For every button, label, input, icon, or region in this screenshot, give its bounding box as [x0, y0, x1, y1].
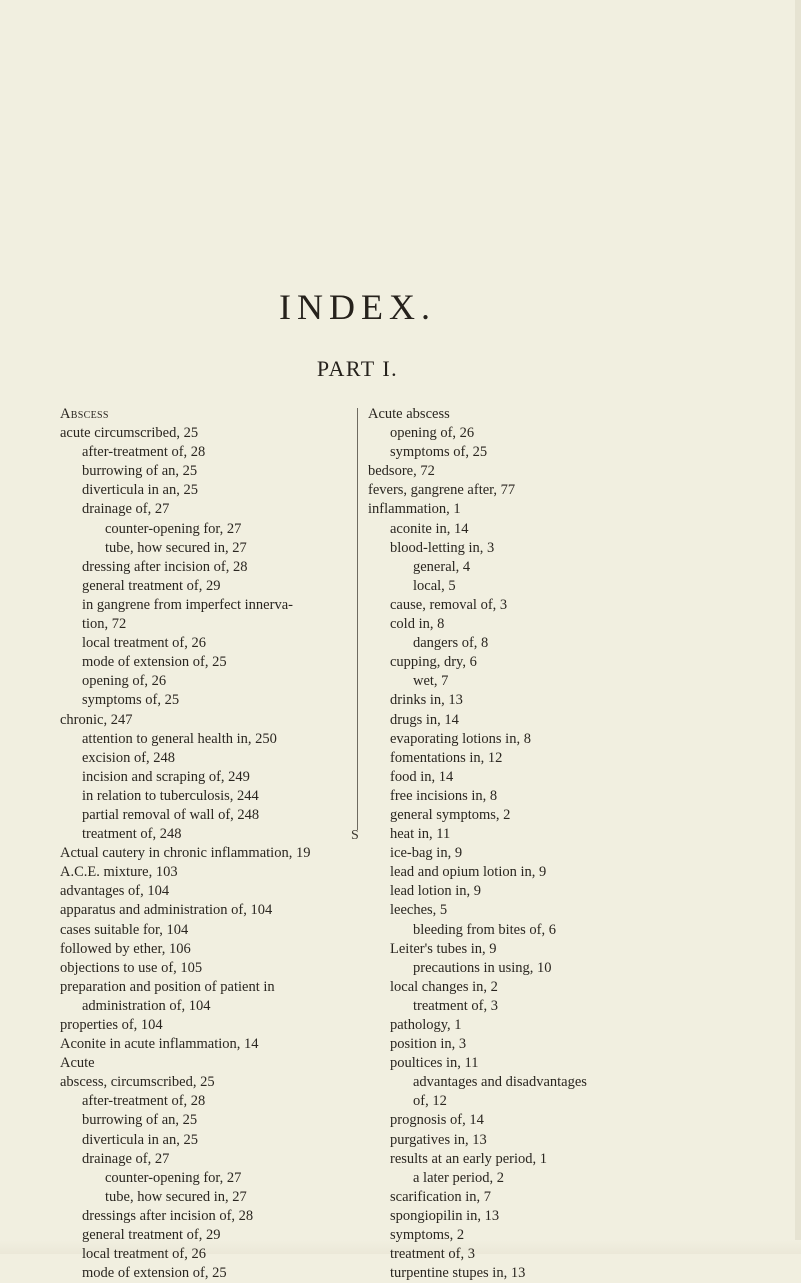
index-entry: cause, removal of, 3	[390, 596, 508, 613]
index-entry: spongiopilin in, 13	[390, 1207, 500, 1224]
index-entry: A.C.E. mixture, 103	[60, 864, 178, 881]
index-entry: objections to use of, 105	[60, 959, 203, 976]
index-entry: mode of extension of, 25	[82, 1265, 227, 1282]
index-entry: general treatment of, 29	[82, 1227, 221, 1244]
index-entry: advantages and disadvantages	[413, 1074, 587, 1091]
index-entry: aconite in, 14	[390, 520, 469, 537]
index-entry: position in, 3	[390, 1036, 467, 1053]
index-entry: general, 4	[413, 558, 471, 575]
index-entry: after-treatment of, 28	[82, 444, 206, 461]
index-entry: drugs in, 14	[390, 711, 459, 728]
index-entry: properties of, 104	[60, 1017, 163, 1033]
index-entry: Actual cautery in chronic inflammation, 19	[60, 845, 311, 862]
index-entry: burrowing of an, 25	[82, 463, 198, 480]
index-entry: results at an early period, 1	[390, 1150, 548, 1167]
index-entry: dressings after incision of, 28	[82, 1207, 254, 1224]
index-entry: after-treatment of, 28	[82, 1093, 206, 1110]
index-entry: purgatives in, 13	[390, 1131, 487, 1148]
index-entry: tube, how secured in, 27	[105, 539, 247, 556]
index-entry: treatment of, 248	[82, 826, 182, 843]
index-entry: lead lotion in, 9	[390, 883, 482, 900]
index-entry: Aconite in acute inflammation, 14	[60, 1036, 259, 1053]
index-entry: ice-bag in, 9	[390, 845, 463, 862]
index-entry: attention to general health in, 250	[82, 730, 277, 747]
index-entry: diverticula in an, 25	[82, 1131, 198, 1148]
index-entry: symptoms of, 25	[390, 444, 488, 461]
index-left-column	[60, 405, 355, 1283]
index-entry: pathology, 1	[390, 1017, 462, 1033]
index-entry: precautions in using, 10	[413, 959, 552, 976]
index-entry: turpentine stupes in, 13	[390, 1265, 526, 1282]
index-entry: leeches, 5	[390, 902, 448, 919]
index-entry: drainage of, 27	[82, 501, 170, 518]
index-entry: drinks in, 13	[390, 692, 463, 709]
index-entry: cold in, 8	[390, 616, 445, 633]
index-entry: local treatment of, 26	[82, 635, 207, 652]
index-entry: general symptoms, 2	[390, 806, 511, 823]
index-entry: free incisions in, 8	[390, 787, 498, 804]
index-entry: fomentations in, 12	[390, 749, 503, 766]
index-entry: partial removal of wall of, 248	[82, 806, 260, 823]
page-edge	[795, 0, 801, 1254]
index-entry: excision of, 248	[82, 749, 176, 766]
index-entry: lead and opium lotion in, 9	[390, 864, 547, 881]
index-entry: tube, how secured in, 27	[105, 1188, 247, 1205]
index-entry: cupping, dry, 6	[390, 654, 477, 671]
index-entry: bedsore, 72	[368, 463, 435, 480]
index-entry: tion, 72	[82, 616, 127, 633]
index-entry: in relation to tuberculosis, 244	[82, 787, 259, 804]
index-entry: advantages of, 104	[60, 883, 170, 900]
index-entry: local treatment of, 26	[82, 1246, 207, 1263]
index-entry: dangers of, 8	[413, 635, 489, 652]
index-entry: poultices in, 11	[390, 1055, 479, 1072]
index-entry: drainage of, 27	[82, 1150, 170, 1167]
part-heading: PART I.	[316, 356, 399, 381]
index-entry: wet, 7	[413, 673, 449, 690]
index-entry: preparation and position of patient in	[60, 978, 275, 995]
index-entry: inflammation, 1	[368, 501, 461, 518]
column-divider	[357, 408, 358, 830]
index-entry: administration of, 104	[82, 997, 211, 1014]
index-entry: prognosis of, 14	[390, 1112, 484, 1129]
index-entry: burrowing of an, 25	[82, 1112, 198, 1129]
page-title: INDEX.	[279, 287, 436, 327]
index-entry: counter-opening for, 27	[105, 520, 242, 537]
index-entry: cases suitable for, 104	[60, 921, 189, 938]
index-entry: general treatment of, 29	[82, 577, 221, 594]
index-entry: food in, 14	[390, 768, 454, 785]
index-entry: followed by ether, 106	[60, 940, 191, 957]
index-entry: opening of, 26	[82, 673, 167, 690]
index-entry: evaporating lotions in, 8	[390, 730, 531, 747]
index-entry: opening of, 26	[390, 425, 475, 442]
index-entry: abscess, circumscribed, 25	[60, 1074, 215, 1091]
index-entry: bleeding from bites of, 6	[413, 921, 556, 938]
index-entry: dressing after incision of, 28	[82, 558, 248, 575]
index-entry: Acute abscess	[368, 406, 450, 422]
index-entry: Leiter's tubes in, 9	[390, 940, 497, 957]
index-entry: treatment of, 3	[390, 1246, 475, 1263]
index-entry: local, 5	[413, 577, 456, 594]
index-entry: blood-letting in, 3	[390, 539, 495, 556]
index-entry: of, 12	[413, 1093, 447, 1110]
index-entry: chronic, 247	[60, 711, 133, 728]
index-entry: mode of extension of, 25	[82, 654, 227, 671]
index-entry: symptoms of, 25	[82, 692, 180, 709]
index-entry: counter-opening for, 27	[105, 1169, 242, 1186]
index-entry: scarification in, 7	[390, 1188, 492, 1205]
index-entry: in gangrene from imperfect innerva-	[82, 596, 293, 613]
index-entry: symptoms, 2	[390, 1227, 465, 1244]
index-entry: heat in, 11	[390, 826, 451, 843]
index-entry: incision and scraping of, 249	[82, 768, 250, 785]
index-entry: treatment of, 3	[413, 997, 498, 1014]
index-entry: Acute	[60, 1055, 95, 1072]
index-entry: fevers, gangrene after, 77	[368, 482, 516, 499]
index-entry: a later period, 2	[413, 1169, 504, 1186]
index-entry: apparatus and administration of, 104	[60, 902, 273, 919]
index-entry: Abscess	[60, 406, 109, 422]
index-entry: acute circumscribed, 25	[60, 425, 199, 442]
signature-mark: S	[351, 828, 359, 843]
index-entry: diverticula in an, 25	[82, 482, 198, 499]
index-entry: local changes in, 2	[390, 978, 498, 995]
index-right-column	[368, 405, 703, 1283]
